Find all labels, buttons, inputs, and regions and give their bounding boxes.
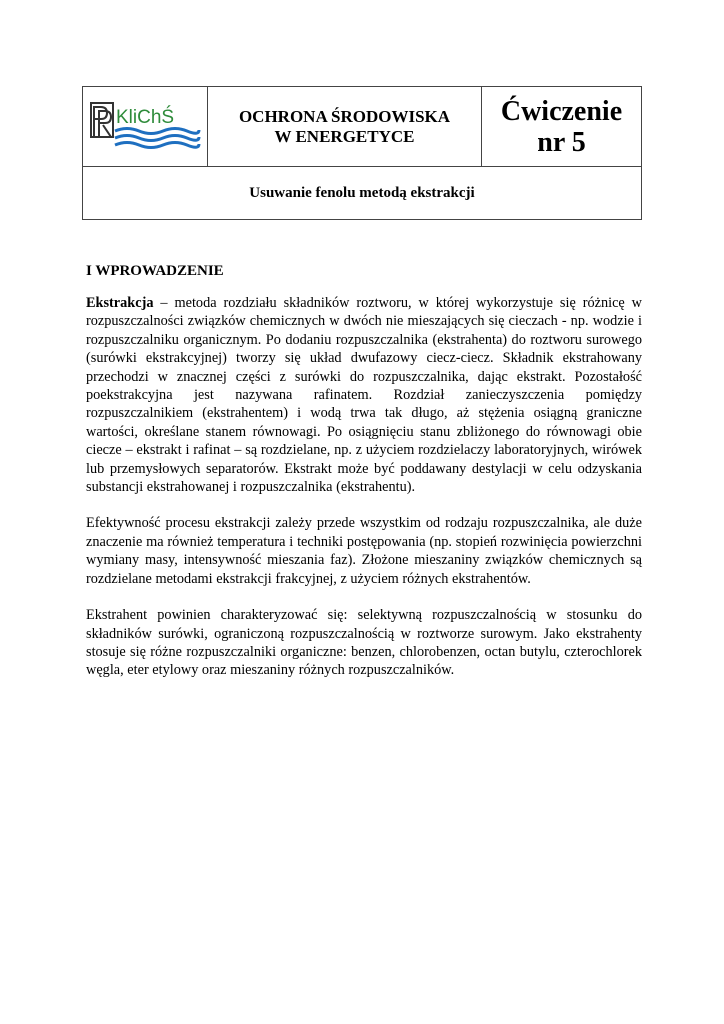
paragraph-1-text: – metoda rozdziału składników roztworu, w której wykorzystuje się różnicę w rozpuszczalności związków chemicznych w dwóch nie mieszających się cieczach - np. wodzie i rozpuszczalniku organicznym. Po dodaniu rozpuszczalnika (ekstrahenta) do roztworu surowego (surówki ekstrakcyjnej) tworzy się układ dwufazowy ciecz-ciecz. Składnik ekstrahowany przechodzi w znacznej części z surówki do rozpuszczalnika, dając ekstrakt. Pozostałość poekstrakcyjna jest nazywana rafinatem. Rozdział zanieczyszczenia pomiędzy rozpuszczalnikiem (ekstrahentem) i wodą trwa tak długo, aż stężenia osiągną graniczne wartości, określane stanem równowagi. Po osiągnięciu stanu zbliżonego do równowagi obie ciecze – ekstrakt i rafinat – są rozdzielane, np. z użyciem rozdzielaczy laboratoryjnych, wirówek lub przemysłowych separatorów. Ekstrakt może być poddawany destylacji w celu odzyskania substancji ekstrahowanej i rozpuszczalnika (ekstrahentu).	[86, 295, 642, 496]
exercise-subtitle: Usuwanie fenolu metodą ekstrakcji	[249, 184, 475, 201]
paragraph-3: Ekstrahent powinien charakteryzować się: selektywną rozpuszczalnością w stosunku do składników surówki, ograniczoną rozpuszczalnością w roztworze surowym. Jako ekstrahenty stosuje się różne rozpuszczalniki organiczne: benzen, chlorobenzen, octan butylu, czterochlorek węgla, eter etylowy oraz mieszaniny różnych rozpuszczalników.	[86, 607, 642, 679]
logo-cell	[83, 87, 208, 166]
course-title-cell	[208, 87, 482, 166]
section-heading: I WPROWADZENIE	[86, 263, 224, 279]
header-subtitle-row	[83, 167, 641, 219]
exercise-number: nr 5	[537, 126, 586, 158]
header-top-row	[83, 87, 641, 167]
paragraph-2: Efektywność procesu ekstrakcji zależy przede wszystkim od rodzaju rozpuszczalnika, ale duże znaczenie ma również temperatura i techniki postępowania (np. stopień rozwinięcia powierzchni wymiany masy, intensywność mieszania faz). Złożone mieszaniny związków chemicznych są rozdzielane metodami ekstrakcji frakcyjnej, z użyciem różnych ekstrahentów.	[86, 515, 642, 587]
paragraph-1	[86, 294, 642, 496]
logo-text: KliChŚ	[116, 107, 175, 128]
exercise-number-cell	[482, 87, 641, 166]
course-title-line-2: W ENERGETYCE	[274, 126, 415, 146]
exercise-label: Ćwiczenie	[500, 95, 623, 127]
document-body	[86, 262, 642, 698]
klichs-logo-icon	[89, 101, 201, 153]
document-header-table	[82, 86, 642, 220]
course-title-line-1: OCHRONA ŚRODOWISKA	[238, 106, 451, 126]
term-ekstrakcja: Ekstrakcja	[86, 295, 154, 311]
